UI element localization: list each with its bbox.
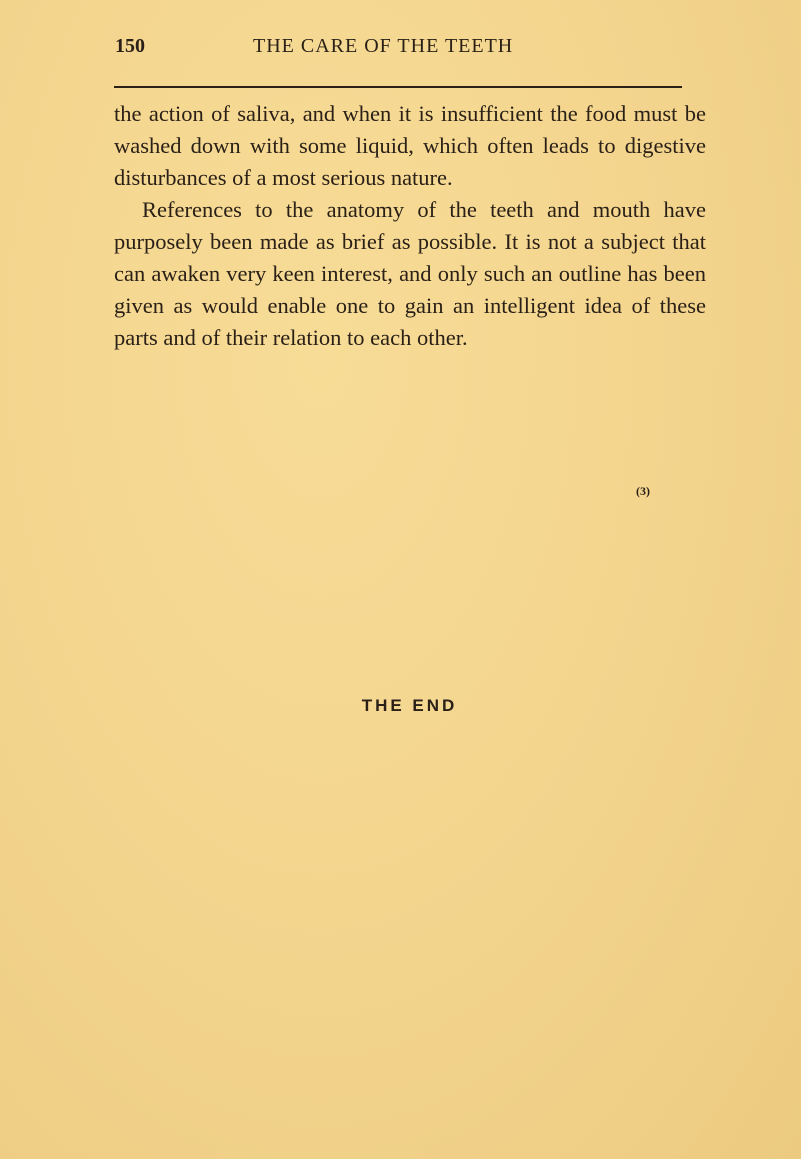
the-end-text: THE END — [361, 696, 458, 715]
page-number: 150 — [115, 35, 145, 57]
running-title: THE CARE OF THE TEETH — [253, 35, 514, 57]
footnote-mark: (3) — [636, 484, 650, 498]
running-head — [112, 35, 682, 71]
body-text — [114, 98, 706, 354]
the-end-heading — [0, 696, 801, 716]
header-rule — [114, 86, 682, 88]
paragraph: References to the anatomy of the teeth and mouth have purposely been made as brief as possible. It is not a subject that can awaken very keen interest, and only such an outline has been given as would enable one to gain an intelligent idea of these parts and of their relation to each other. — [114, 197, 706, 350]
paragraph: the action of saliva, and when it is insufficient the food must be washed down with some liquid, which often leads to digestive disturbances of a most serious nature. — [114, 101, 706, 190]
